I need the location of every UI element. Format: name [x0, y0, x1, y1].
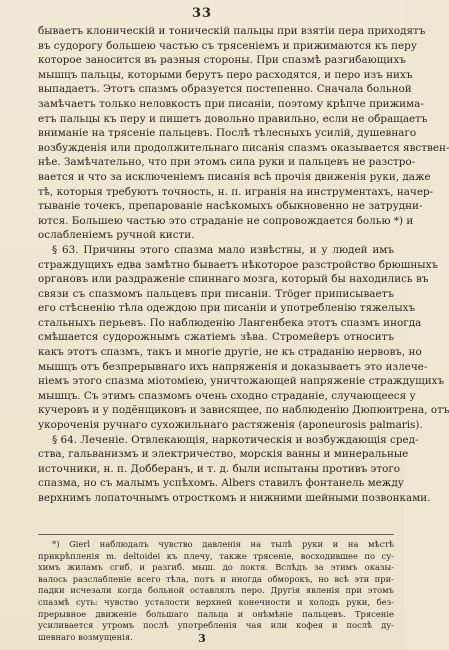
text-line: укороченія ручнаго сухожильнаго растяженія (aponeurosis palmaris). [38, 419, 423, 432]
text-line: ніемъ этого спазма міотоміею, уничтожающей напряженіе страждущихъ [38, 375, 445, 388]
text-line: которое заносится въ разныя стороны. При спазмѣ разгибающихъ [38, 54, 406, 67]
text-line: ослабленіемъ ручной кисти. [38, 229, 195, 242]
text-line: верхнимъ лопаточнымъ отросткомъ и нижними шейными позвонками. [38, 492, 431, 504]
text-line: мышцъ отъ безпрерывнаго ихъ напряженія и доказываетъ это излече- [38, 360, 428, 373]
text-line: возбужденія или продолжительнаго писанія спазмъ оказывается явствен- [38, 141, 449, 154]
section-63-heading-line: § 63. Причины этого спазма мало извѣстны, и у людей имъ [52, 243, 394, 256]
text-line: связи съ спазмомъ пальцевъ при писаніи. Tröger приписываетъ [38, 287, 394, 300]
text-line: бываетъ клоническій и тоническій пальцы при взятіи пера приходятъ [38, 25, 426, 37]
text-line: мышцъ пальцы, которыми берутъ перо расходятся, и перо изъ нихъ [38, 68, 413, 81]
footnote-line: прерывное движеніе большаго пальца и онѣмѣніе пальцевъ. Трясеніе [38, 608, 394, 619]
text-line: замѣчаетъ только неловкость при писаніи, поэтому крѣпче прижима- [38, 97, 424, 110]
text-line: мышцъ. Съ этимъ спазмомъ очень сходно страданіе, случающееся у [38, 389, 416, 402]
footnote [38, 539, 394, 643]
footnote-line: падки исчезали когда больной оставлялъ перо. Другія явленія при этомъ [38, 585, 394, 596]
footnote-line: спазмѣ суть: чувство усталости верхней конечности и холодъ руки, без- [38, 596, 394, 607]
footnote-line: усиливается утромъ послѣ употребленія чая или кофея и послѣ ду- [38, 620, 394, 631]
footnote-line: шевнаго возмущенія. [38, 631, 133, 642]
text-line: етъ пальцы къ перу и пишетъ довольно правильно, если не обращаетъ [38, 112, 428, 125]
text-line: вниманіе на трясеніе пальцевъ. Послѣ тѣлесныхъ усилій, душевнаго [38, 127, 417, 140]
text-line: какъ этотъ спазмъ, такъ и многіе другіе, не къ страданію нервовъ, но [38, 346, 422, 359]
text-line: въ судорогу большею частью съ трясеніемъ и прижимаются къ перу [38, 39, 417, 52]
text-line: ства, гальванизмъ и электричество, морскія ванны и минеральные [38, 448, 409, 461]
main-text [38, 24, 449, 506]
text-line: страждущихъ едва замѣтно бываетъ нѣкоторое разстройство брюшныхъ [38, 258, 439, 271]
text-line: тываніе точекъ, препарованіе насѣкомыхъ обыкновенно не затрудни- [38, 200, 423, 213]
footnote-line: *) Gierl наблюдалъ чувство давленія на тылѣ руки и на мѣстѣ [52, 539, 394, 549]
text-line: кучеровъ и у подёнщиковъ и зависящее, по наблюденію Дюпюитрена, отъ [38, 404, 449, 417]
text-line: тѣ, которыя требуютъ точность, н. п. игранія на инструментахъ, начер- [38, 185, 434, 198]
text-line: органовъ или раздраженіе спиннаго мозга, который бы находились въ [38, 273, 429, 286]
text-line: спазма, но съ малымъ успѣхомъ. Albers ставилъ фонтанель между [38, 477, 404, 490]
footnote-line: прикрѣпленія m. deltoidei къ плечу, также трясеніе, восходившее по су- [38, 550, 394, 561]
text-line: нѣе. Замѣчательно, что при этомъ сила руки и пальцевъ не разстро- [38, 156, 416, 169]
text-line: его стѣсненію тѣла одеждою при писаніи и употребленію тяжелыхъ [38, 302, 416, 315]
signature-mark: 3 [198, 632, 206, 645]
text-line: ются. Большею частью это страданіе не сопровождается болью *) и [38, 214, 414, 227]
section-64-heading-line: § 64. Леченіе. Отвлекающія, наркотическія и возбуждающія сред- [52, 433, 419, 446]
text-line: вается и что за исключеніемъ писанія всѣ прочія движенія руки, даже [38, 170, 431, 183]
text-line: выпадаетъ. Этотъ спазмъ образуется постепенно. Сначала больной [38, 83, 412, 96]
text-line: источники, н. п. Добберанъ, и т. д. были испытаны противъ этого [38, 462, 401, 475]
text-line: стальныхъ перьевъ. По наблюденію Лангенбека этотъ спазмъ иногда [38, 316, 422, 329]
page-number: 33 [191, 6, 213, 21]
text-line: смѣшается судорожнымъ сжатіемъ зѣва. Стромейеръ относитъ [38, 331, 394, 344]
footnote-line: валось разслабленіе всего тѣла, потъ и иногда обморокъ, но всѣ эти при- [38, 573, 394, 584]
footnote-divider [38, 534, 394, 535]
footnote-line: химъ жиламъ сгиб. и разгиб. мыш. до локтя. Вслѣдъ за этимъ оказы- [38, 562, 394, 573]
